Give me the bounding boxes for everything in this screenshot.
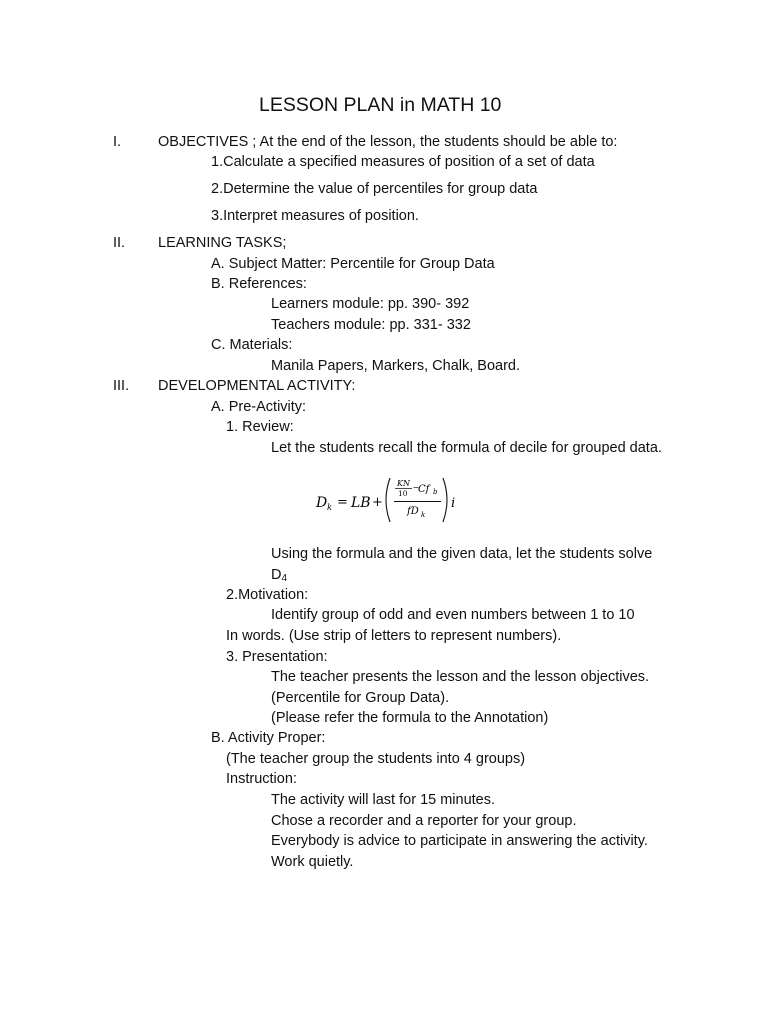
- learning-tasks-heading: LEARNING TASKS;: [158, 235, 287, 251]
- solve-variable: [271, 568, 287, 584]
- presentation-line: (Please refer the formula to the Annotation): [271, 710, 549, 726]
- decile-formula: [314, 474, 464, 526]
- objective-item: 1.Calculate a specified measures of position of a set of data: [211, 154, 595, 170]
- formula-lhs: D: [316, 495, 328, 511]
- grouping-text: (The teacher group the students into 4 groups): [226, 751, 526, 767]
- page-title: LESSON PLAN in MATH 10: [259, 94, 502, 116]
- objectives-heading: OBJECTIVES ; At the end of the lesson, the students should be able to:: [158, 134, 618, 150]
- pre-activity-label: A. Pre-Activity:: [211, 399, 307, 415]
- motivation-line: In words. (Use strip of letters to represent numbers).: [226, 628, 562, 644]
- objective-item: 3.Interpret measures of position.: [211, 208, 419, 224]
- instruction-label: Instruction:: [226, 771, 297, 787]
- reference-item: Teachers module: pp. 331- 332: [271, 317, 471, 333]
- section-numeral-learning-tasks: II.: [113, 235, 126, 251]
- section-numeral-objectives: I.: [113, 134, 122, 150]
- formula-num-top: KN: [397, 479, 410, 488]
- formula-left-paren: [386, 478, 390, 522]
- review-text: Let the students recall the formula of decile for grouped data.: [271, 440, 662, 456]
- motivation-line: Identify group of odd and even numbers between 1 to 10: [271, 607, 635, 623]
- activity-proper-label: B. Activity Proper:: [211, 730, 326, 746]
- solve-var: D: [271, 567, 282, 583]
- references-label: B. References:: [211, 276, 307, 292]
- objective-item: 2.Determine the value of percentiles for group data: [211, 181, 538, 197]
- developmental-heading: DEVELOPMENTAL ACTIVITY:: [158, 378, 356, 394]
- formula-equals: =: [337, 495, 348, 510]
- formula-den: fD: [407, 506, 419, 517]
- formula-right-paren: [443, 478, 447, 522]
- formula-lhs-sub: k: [327, 503, 333, 513]
- reference-item: Learners module: pp. 390- 392: [271, 296, 470, 312]
- presentation-line: The teacher presents the lesson and the lesson objectives.: [271, 669, 650, 685]
- materials-list: Manila Papers, Markers, Chalk, Board.: [271, 358, 521, 374]
- formula-cf: Cf: [418, 484, 430, 495]
- formula-minus: −: [412, 483, 420, 492]
- presentation-line: (Percentile for Group Data).: [271, 690, 450, 706]
- subject-matter: A. Subject Matter: Percentile for Group Data: [211, 256, 495, 272]
- formula-tail: i: [451, 496, 456, 511]
- motivation-label: 2.Motivation:: [226, 587, 309, 603]
- review-label: 1. Review:: [226, 419, 294, 435]
- instruction-item: Work quietly.: [271, 854, 354, 870]
- formula-cf-sub: b: [433, 488, 438, 496]
- formula-lb: LB: [351, 495, 371, 511]
- instruction-item: The activity will last for 15 minutes.: [271, 792, 496, 808]
- formula-plus: +: [372, 495, 383, 510]
- formula-den-sub: k: [421, 511, 426, 519]
- materials-label: C. Materials:: [211, 337, 293, 353]
- formula-num-bottom: 10: [398, 489, 408, 498]
- solve-text: Using the formula and the given data, let the students solve: [271, 546, 653, 562]
- section-numeral-developmental: III.: [113, 378, 130, 394]
- instruction-item: Chose a recorder and a reporter for your group.: [271, 813, 577, 829]
- instruction-item: Everybody is advice to participate in answering the activity.: [271, 833, 648, 849]
- solve-sub: 4: [281, 573, 288, 584]
- presentation-label: 3. Presentation:: [226, 649, 328, 665]
